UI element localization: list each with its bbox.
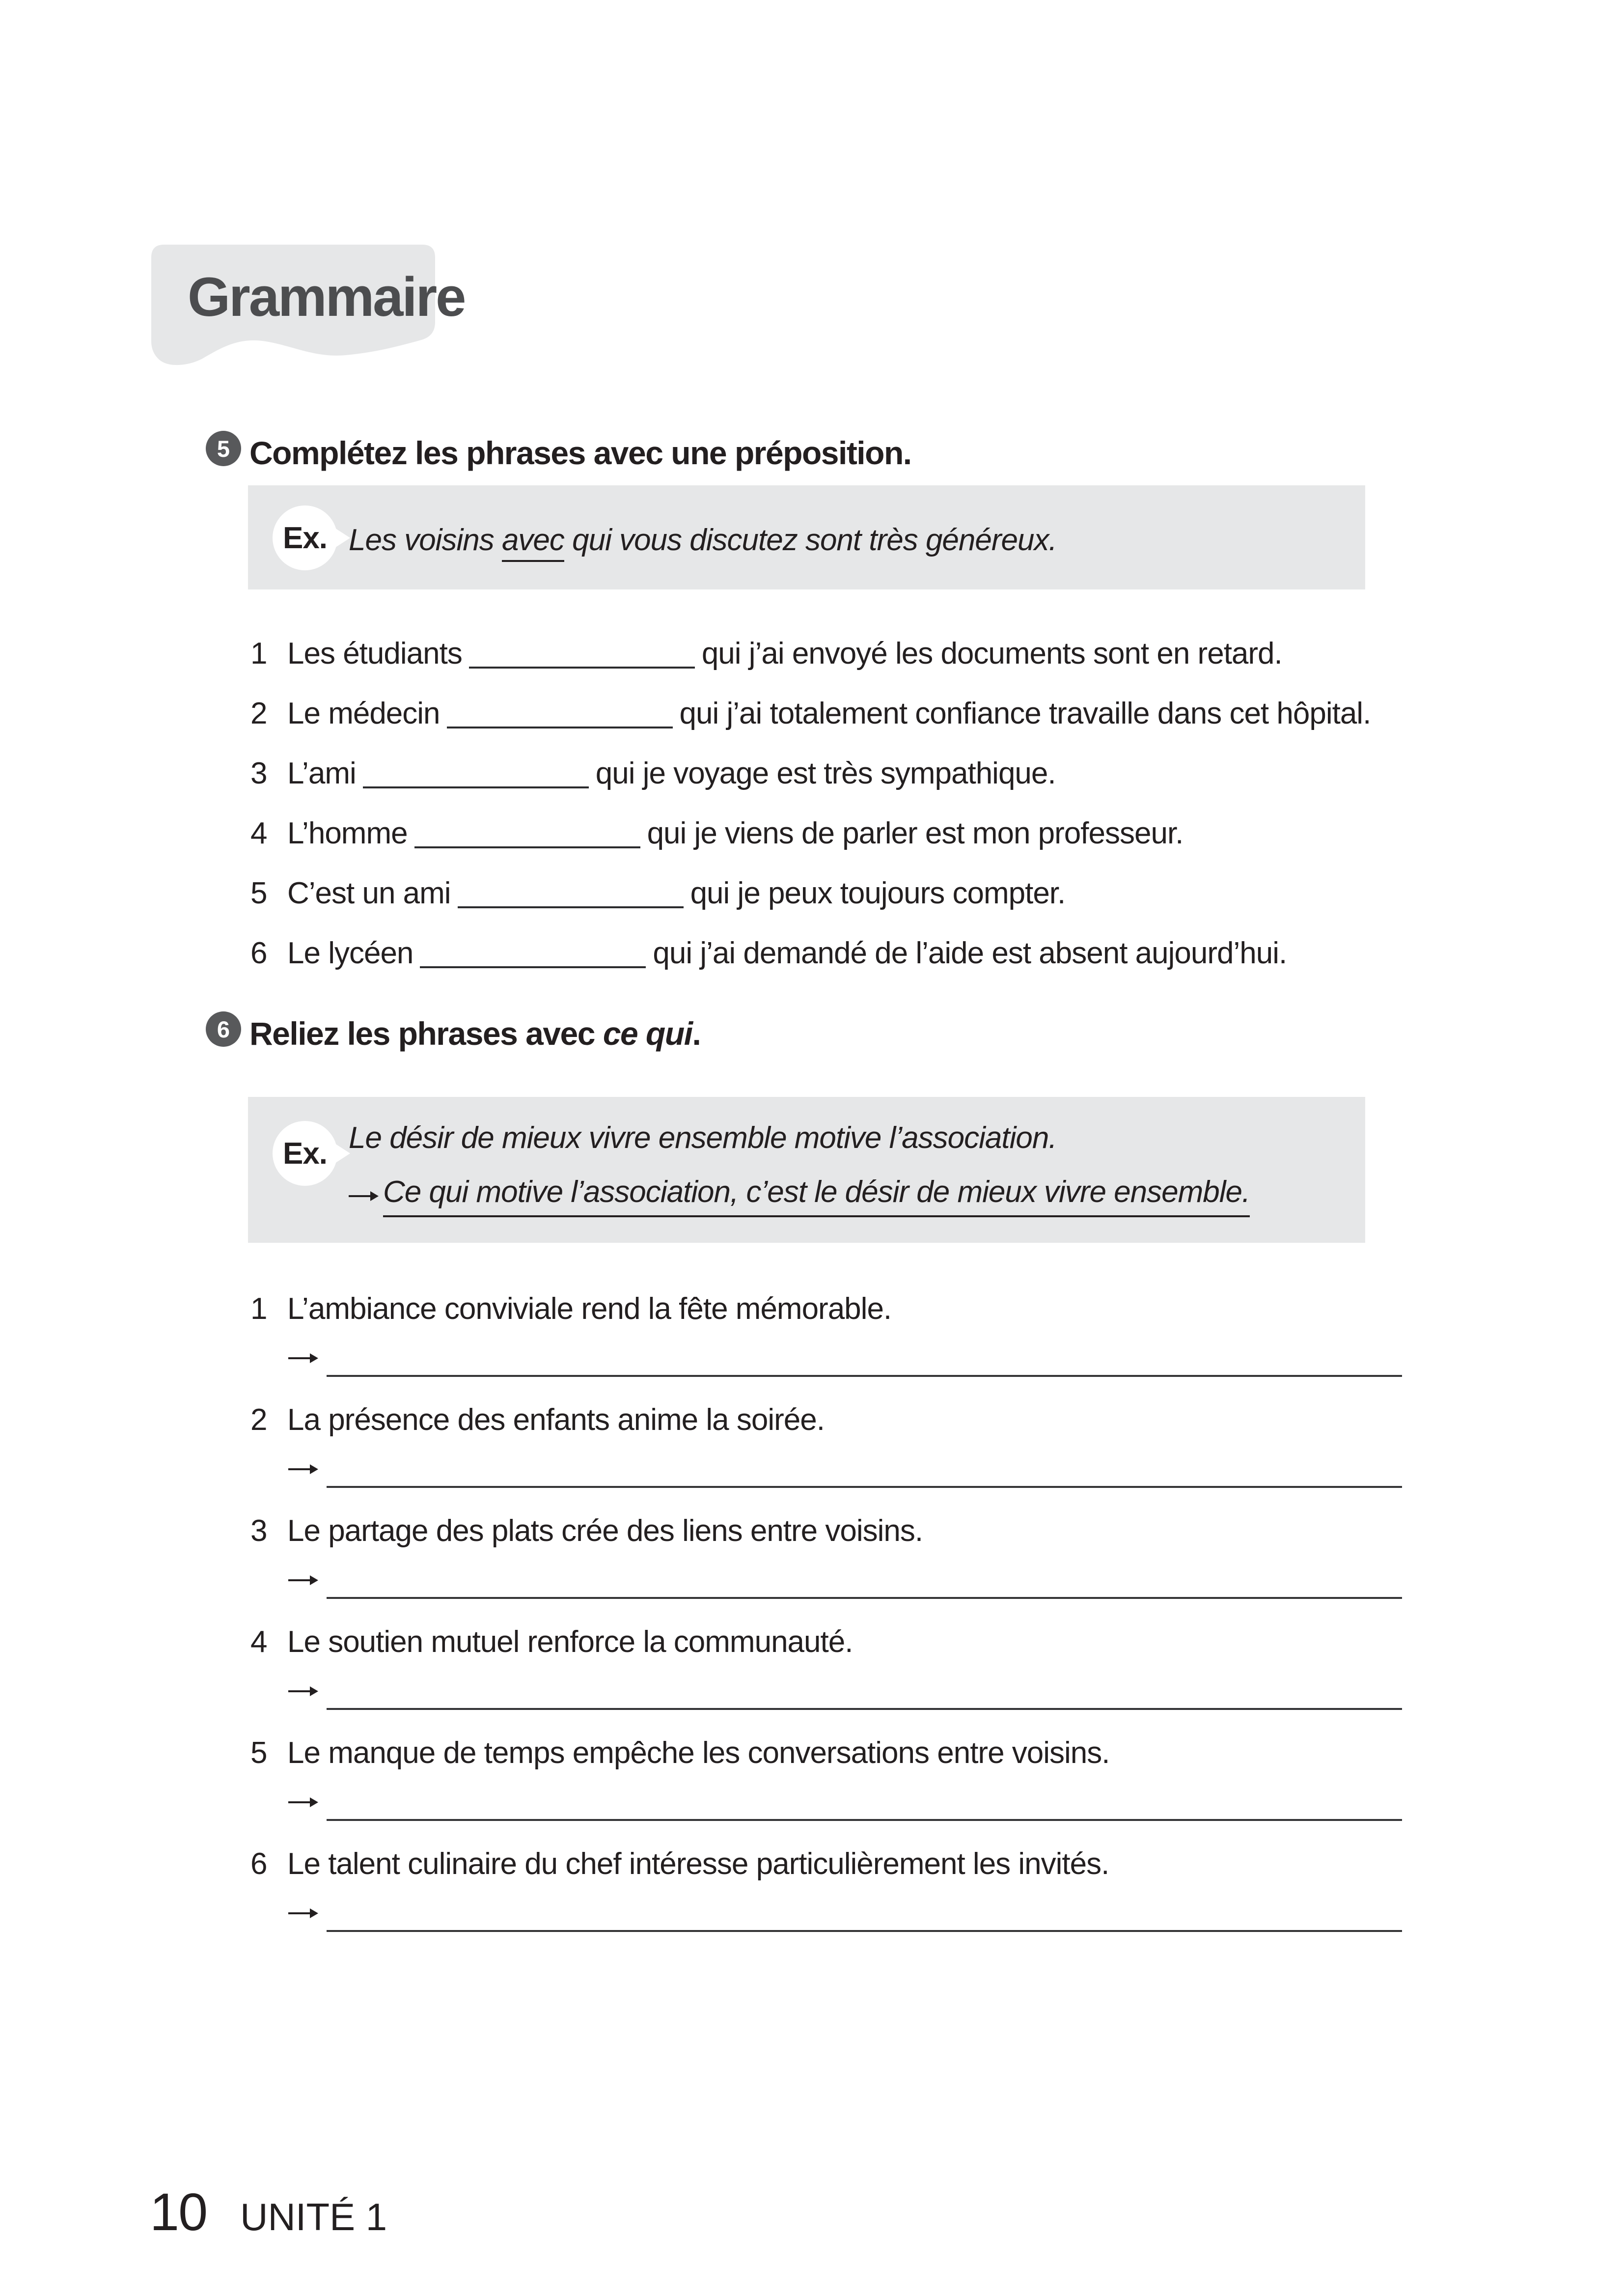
section-title: Grammaire <box>188 266 465 328</box>
answer-line <box>327 1375 1402 1377</box>
item-text-before: Le médecin <box>287 697 440 730</box>
item-number: 1 <box>250 1292 267 1326</box>
exercise6-item-5 <box>250 1735 1402 1846</box>
example-underlined-word: avec <box>502 523 564 562</box>
exercise6-example-line2 <box>349 1175 1250 1217</box>
exercise5-items <box>250 636 1419 996</box>
item-text-after: qui j’ai envoyé les documents sont en retard. <box>701 637 1282 671</box>
fill-in-blank <box>420 965 646 968</box>
exercise6-item-1 <box>250 1291 1402 1402</box>
item-number: 3 <box>250 1514 267 1548</box>
fill-in-blank <box>363 785 589 788</box>
exercise6-item-3 <box>250 1513 1402 1624</box>
item-number: 5 <box>250 876 267 910</box>
item-number: 6 <box>250 1847 267 1881</box>
item-text-after: qui j’ai totalement confiance travaille dans cet hôpital. <box>679 697 1371 730</box>
item-text-after: qui j’ai demandé de l’aide est absent aujourd’hui. <box>653 936 1287 970</box>
fill-in-blank <box>469 666 695 669</box>
answer-line <box>327 1486 1402 1488</box>
arrow-right-icon <box>288 1801 311 1803</box>
item-number: 5 <box>250 1736 267 1770</box>
item-text-after: qui je viens de parler est mon professeur. <box>647 816 1184 850</box>
exercise5-item-1 <box>250 636 1419 671</box>
item-number: 2 <box>250 1403 267 1437</box>
item-text-after: qui je peux toujours compter. <box>690 876 1066 910</box>
item-sentence: L’ambiance conviviale rend la fête mémorable. <box>287 1292 892 1326</box>
arrow-right-icon <box>349 1195 371 1197</box>
item-text-before: Les étudiants <box>287 637 462 671</box>
section-badge <box>151 245 465 367</box>
item-number: 6 <box>250 936 267 970</box>
answer-line <box>327 1930 1402 1932</box>
exercise6-example-line1: Le désir de mieux vivre ensemble motive l’association. <box>349 1121 1057 1155</box>
fill-in-blank <box>414 845 640 848</box>
answer-line <box>327 1819 1402 1821</box>
example-label: Ex. <box>282 521 328 555</box>
item-sentence: Le soutien mutuel renforce la communauté. <box>287 1625 853 1659</box>
exercise6-title: Reliez les phrases avec ce qui. <box>249 1015 701 1052</box>
arrow-right-icon <box>288 1690 311 1692</box>
exercise6-item-4 <box>250 1624 1402 1735</box>
exercise5-example-box <box>248 485 1365 589</box>
exercise5-number-badge <box>206 431 241 466</box>
arrow-right-icon <box>288 1912 311 1914</box>
exercise6-number-badge <box>206 1011 241 1047</box>
example-text-after: qui vous discutez sont très généreux. <box>564 523 1057 557</box>
arrow-right-icon <box>288 1357 311 1359</box>
example-label-bubble <box>273 505 337 570</box>
exercise6-title-italic: ce qui <box>603 1015 692 1052</box>
exercise6-item-2 <box>250 1402 1402 1513</box>
arrow-right-icon <box>288 1468 311 1470</box>
item-number: 3 <box>250 756 267 790</box>
exercise6-item-6 <box>250 1846 1402 1958</box>
page-number: 10 <box>150 2182 207 2241</box>
answer-line <box>327 1708 1402 1710</box>
fill-in-blank <box>458 905 684 908</box>
exercise6-example-answer: Ce qui motive l’association, c’est le désir de mieux vivre ensemble. <box>383 1175 1250 1217</box>
item-text-before: C’est un ami <box>287 876 451 910</box>
item-sentence: La présence des enfants anime la soirée. <box>287 1403 825 1437</box>
exercise6-number: 6 <box>217 1016 230 1042</box>
example-text-before: Les voisins <box>349 523 502 557</box>
item-sentence: Le manque de temps empêche les conversations entre voisins. <box>287 1736 1110 1770</box>
exercise5-item-4 <box>250 816 1419 850</box>
exercise6-items <box>250 1291 1402 1958</box>
arrow-right-icon <box>288 1579 311 1581</box>
example-label-bubble <box>273 1121 337 1186</box>
item-number: 2 <box>250 697 267 730</box>
item-text-before: L’ami <box>287 756 356 790</box>
item-sentence: Le partage des plats crée des liens entre voisins. <box>287 1514 923 1548</box>
answer-line <box>327 1597 1402 1599</box>
item-sentence: Le talent culinaire du chef intéresse particulièrement les invités. <box>287 1847 1109 1881</box>
exercise5-item-3 <box>250 756 1419 790</box>
item-text-before: L’homme <box>287 816 408 850</box>
item-number: 4 <box>250 816 267 850</box>
exercise6-example-box <box>248 1097 1365 1243</box>
page-footer <box>150 2181 387 2242</box>
item-number: 1 <box>250 637 267 671</box>
unit-label: UNITÉ 1 <box>240 2195 387 2238</box>
item-number: 4 <box>250 1625 267 1659</box>
item-text-before: Le lycéen <box>287 936 413 970</box>
exercise5-item-2 <box>250 696 1419 730</box>
exercise5-number: 5 <box>217 435 230 462</box>
exercise5-item-6 <box>250 936 1419 970</box>
exercise5-example-sentence <box>349 523 1057 558</box>
item-text-after: qui je voyage est très sympathique. <box>595 756 1056 790</box>
example-label: Ex. <box>282 1136 328 1171</box>
exercise5-item-5 <box>250 876 1419 910</box>
fill-in-blank <box>447 726 673 728</box>
exercise5-title: Complétez les phrases avec une préposition. <box>249 435 911 471</box>
